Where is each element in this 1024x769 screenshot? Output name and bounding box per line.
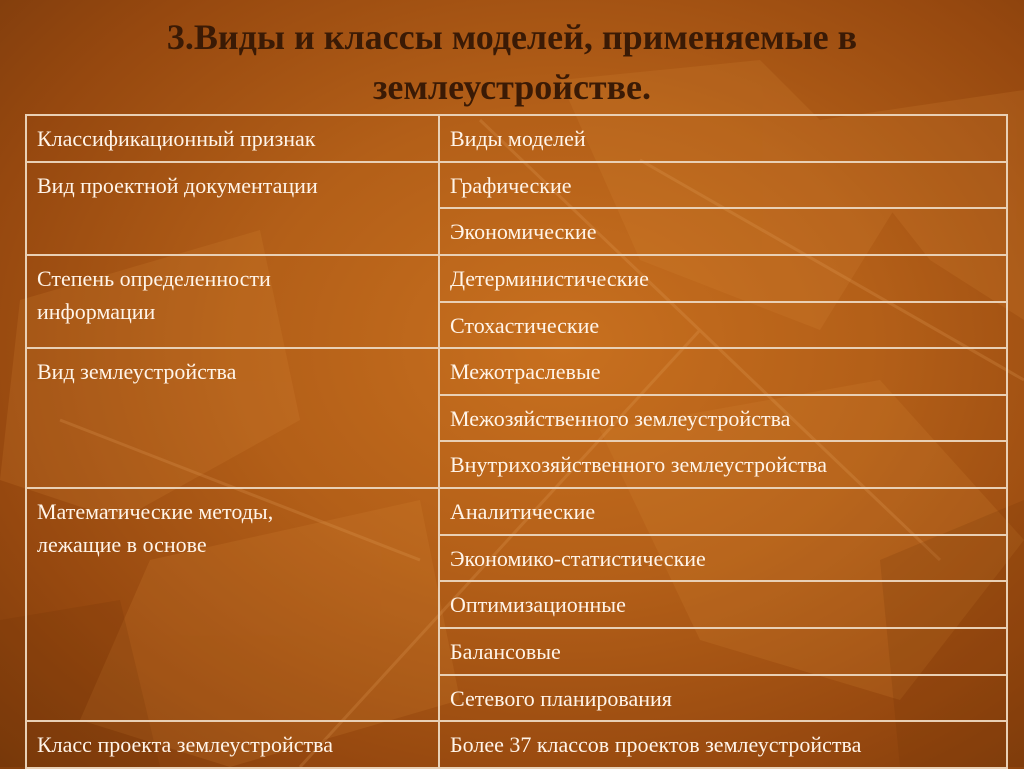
model-cell: Аналитические	[439, 488, 1007, 535]
table-row	[26, 255, 1007, 302]
slide-title-line-2: землеустройстве.	[372, 67, 652, 107]
feature-text-line: Вид землеустройства	[37, 359, 237, 385]
models-classification-table	[25, 114, 1008, 769]
model-cell: Оптимизационные	[439, 581, 1007, 628]
model-cell: Более 37 классов проектов землеустройства	[439, 721, 1007, 768]
table-row	[26, 721, 1007, 768]
header-models-cell: Виды моделей	[439, 115, 1007, 162]
feature-cell	[26, 255, 439, 348]
table-row	[26, 488, 1007, 535]
model-cell: Экономико-статистические	[439, 535, 1007, 582]
model-cell: Межотраслевые	[439, 348, 1007, 395]
model-cell: Сетевого планирования	[439, 675, 1007, 722]
model-cell: Межозяйственного землеустройства	[439, 395, 1007, 442]
feature-text-line: информации	[37, 298, 156, 324]
slide-title-line-1: 3.Виды и классы моделей, применяемые в	[166, 17, 858, 57]
model-cell: Графические	[439, 162, 1007, 209]
feature-cell	[26, 721, 439, 768]
table-header-row	[26, 115, 1007, 162]
header-feature-cell: Классификационный признак	[26, 115, 439, 162]
model-cell: Детерминистические	[439, 255, 1007, 302]
feature-cell	[26, 488, 439, 721]
model-cell: Внутрихозяйственного землеустройства	[439, 441, 1007, 488]
model-cell: Экономические	[439, 208, 1007, 255]
table-row	[26, 348, 1007, 395]
feature-text-line: Вид проектной документации	[37, 172, 318, 198]
feature-text-line: Степень определенности	[37, 265, 271, 291]
feature-text-line: лежащие в основе	[37, 532, 207, 558]
model-cell: Балансовые	[439, 628, 1007, 675]
feature-cell	[26, 348, 439, 488]
feature-text-line: Математические методы,	[37, 499, 274, 525]
feature-text-line: Класс проекта землеустройства	[37, 732, 334, 758]
table-row	[26, 162, 1007, 209]
feature-cell	[26, 162, 439, 255]
slide-title	[0, 12, 1024, 112]
model-cell: Стохастические	[439, 302, 1007, 349]
